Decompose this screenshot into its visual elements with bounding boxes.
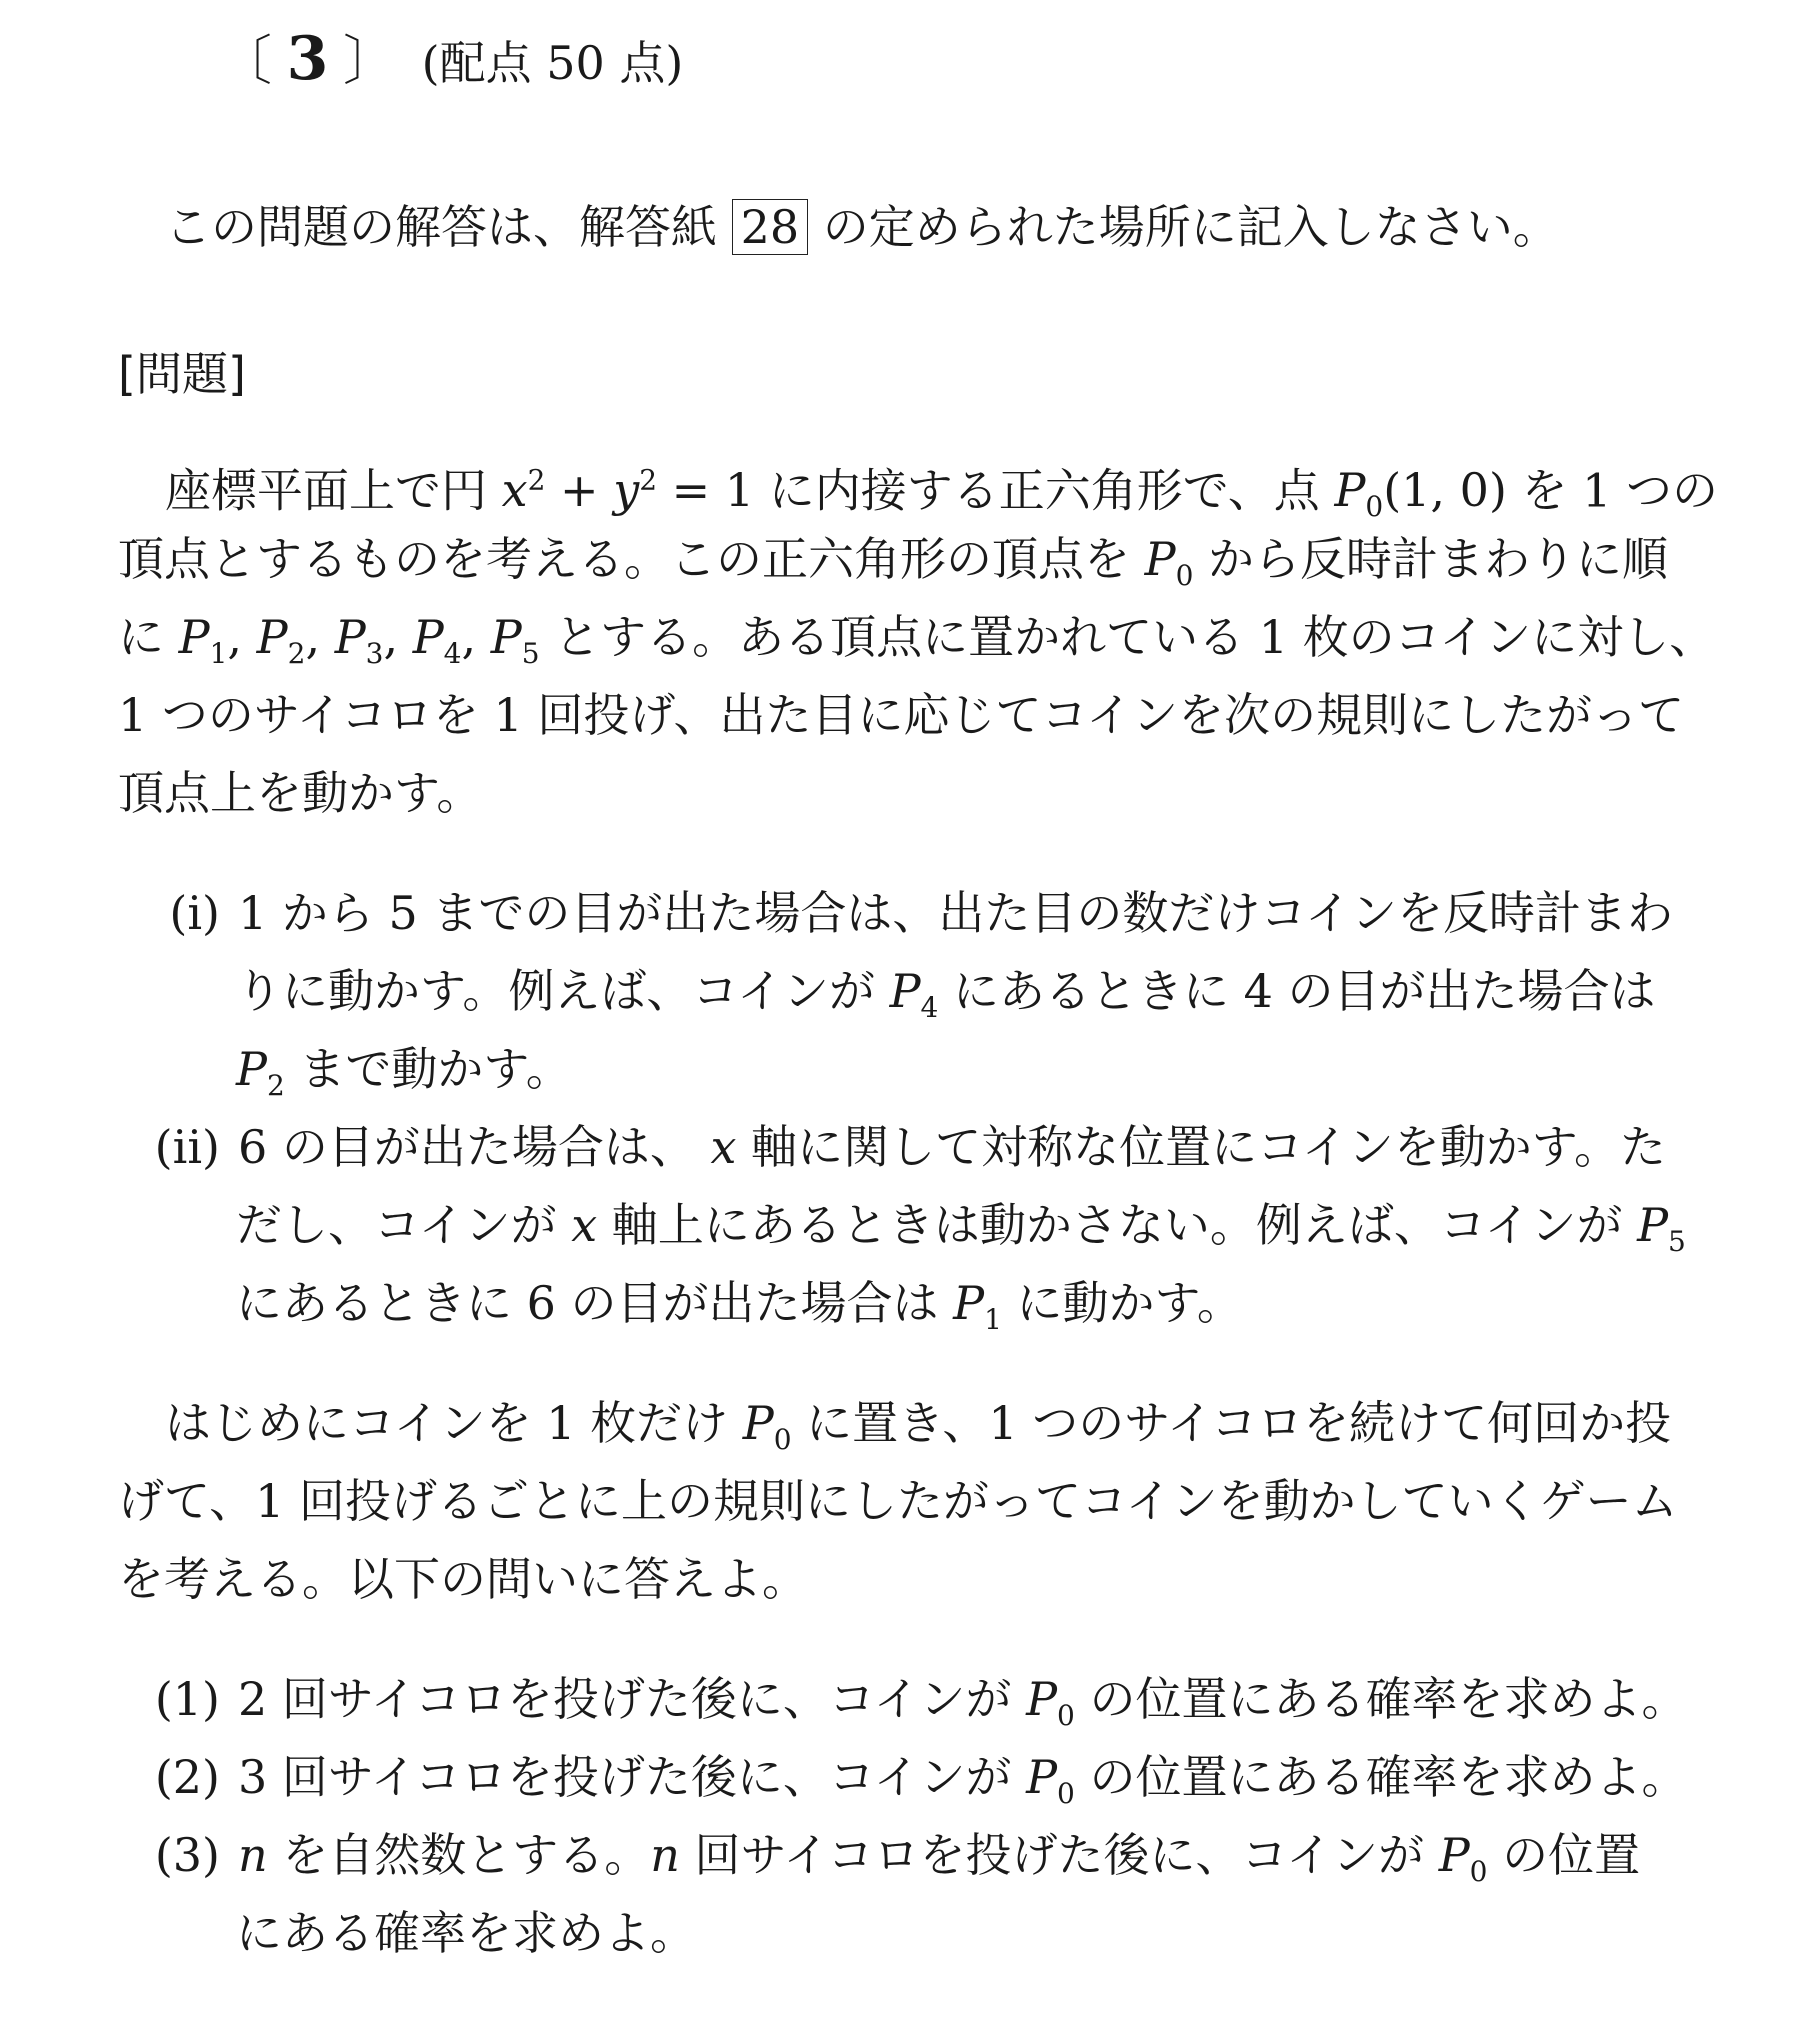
rule-text: 軸上にあるときは動かさない。例えば、コインが: [611, 1198, 1623, 1252]
rule-i-line-1: [150, 874, 1710, 952]
intro-text: から反時計まわりに順: [1208, 532, 1669, 586]
rule-text: だし、コインが: [236, 1198, 557, 1252]
math-p0: $P_0$: [742, 1396, 792, 1457]
rule-ii-line-2: [236, 1186, 1686, 1264]
instruction-after: の定められた場所に記入しなさい。: [822, 200, 1559, 254]
game-text: はじめにコインを 1 枚だけ: [165, 1396, 729, 1450]
question-text: 3 回サイコロを投げた後に、コインが: [238, 1750, 1012, 1804]
instruction-before: この問題の解答は、解答紙: [165, 200, 717, 254]
intro-text: に内接する正六角形で、点: [768, 463, 1320, 518]
points-label: (配点 50 点): [421, 36, 684, 90]
intro-text: に: [118, 610, 164, 664]
math-x: x: [571, 1198, 598, 1252]
game-line-2: げて、1 回投げるごとに上の規則にしたがってコインを動かしていくゲーム: [118, 1474, 1678, 1528]
question-header: [218, 18, 683, 95]
rule-text: に動かす。: [1016, 1276, 1243, 1330]
question-3-line-2: にある確率を求めよ。: [236, 1906, 696, 1960]
question-text: 2 回サイコロを投げた後に、コインが: [238, 1672, 1012, 1726]
instruction: [165, 190, 1559, 264]
question-number: 3: [286, 24, 329, 94]
math-p1-p5: $P_1$, $P_2$, $P_3$, $P_4$, $P_5$: [178, 610, 540, 671]
question-text: を自然数とする。: [282, 1828, 651, 1882]
intro-text: 座標平面上で円: [165, 463, 487, 518]
rule-text: 1 から 5 までの目が出た場合は、出た目の数だけコインを反時計まわ: [238, 886, 1674, 940]
circle-equation: $x^2 + y^2 = 1$: [501, 463, 755, 518]
rule-text: 6 の目が出た場合は、: [238, 1120, 696, 1174]
math-p5: $P_5$: [1637, 1198, 1686, 1259]
question-label: (3): [154, 1828, 220, 1882]
rule-i-line-3: [236, 1030, 1676, 1108]
rule-label: (ii): [154, 1120, 220, 1174]
game-text: に置き、1 つのサイコロを続けて何回か投: [806, 1396, 1672, 1450]
math-p0: $P_0$: [1438, 1828, 1488, 1889]
question-1: [150, 1660, 1710, 1738]
math-p4: $P_4$: [889, 964, 939, 1025]
bracket-open: 〔: [218, 29, 272, 92]
point-p0-coord: $P_0(1$, 0): [1334, 463, 1507, 524]
math-p0: $P_0$: [1026, 1672, 1075, 1733]
bracket-close: 〕: [343, 29, 397, 92]
math-p0: $P_0$: [1144, 532, 1194, 593]
math-n: n: [650, 1828, 680, 1882]
rule-label: (i): [169, 886, 220, 940]
section-label: [問題]: [118, 347, 246, 401]
math-p1: $P_1$: [953, 1276, 1002, 1337]
rule-text: まで動かす。: [299, 1042, 572, 1096]
question-text: 回サイコロを投げた後に、コインが: [694, 1828, 1425, 1882]
question-text: の位置: [1502, 1828, 1641, 1882]
intro-line-2: [118, 520, 1678, 598]
question-text: の位置にある確率を求めよ。: [1089, 1750, 1688, 1804]
rule-ii-line-3: [236, 1264, 1676, 1342]
rule-text: にあるときに 4 の目が出た場合は: [952, 964, 1656, 1018]
rule-ii-line-1: [150, 1108, 1710, 1186]
math-n: n: [238, 1828, 268, 1882]
intro-text: 頂点とするものを考える。この正六角形の頂点を: [118, 532, 1130, 586]
question-label: (2): [154, 1750, 220, 1804]
question-label: (1): [154, 1672, 220, 1726]
intro-line-1: [165, 442, 1725, 524]
answer-box-number: 28: [732, 199, 809, 255]
intro-line-3: [118, 598, 1716, 676]
question-text: の位置にある確率を求めよ。: [1089, 1672, 1688, 1726]
intro-text: とする。ある頂点に置かれている 1 枚のコインに対し、: [554, 610, 1716, 664]
rule-text: りに動かす。例えば、コインが: [236, 964, 875, 1018]
rule-text: にあるときに 6 の目が出た場合は: [236, 1276, 939, 1330]
intro-line-4: 1 つのサイコロを 1 回投げ、出た目に応じてコインを次の規則にしたがって: [118, 688, 1685, 742]
game-line-3: を考える。以下の問いに答えよ。: [118, 1552, 808, 1606]
game-line-1: [165, 1384, 1725, 1462]
rule-i-line-2: [236, 952, 1676, 1030]
math-p2: $P_2$: [236, 1042, 285, 1103]
question-2: [150, 1738, 1710, 1816]
intro-line-5: 頂点上を動かす。: [118, 766, 483, 820]
math-p0: $P_0$: [1026, 1750, 1075, 1811]
rule-text: 軸に関して対称な位置にコインを動かす。た: [751, 1120, 1667, 1174]
math-x: x: [710, 1120, 737, 1174]
question-3-line-1: [150, 1816, 1710, 1894]
intro-text: を 1 つの: [1521, 463, 1719, 518]
